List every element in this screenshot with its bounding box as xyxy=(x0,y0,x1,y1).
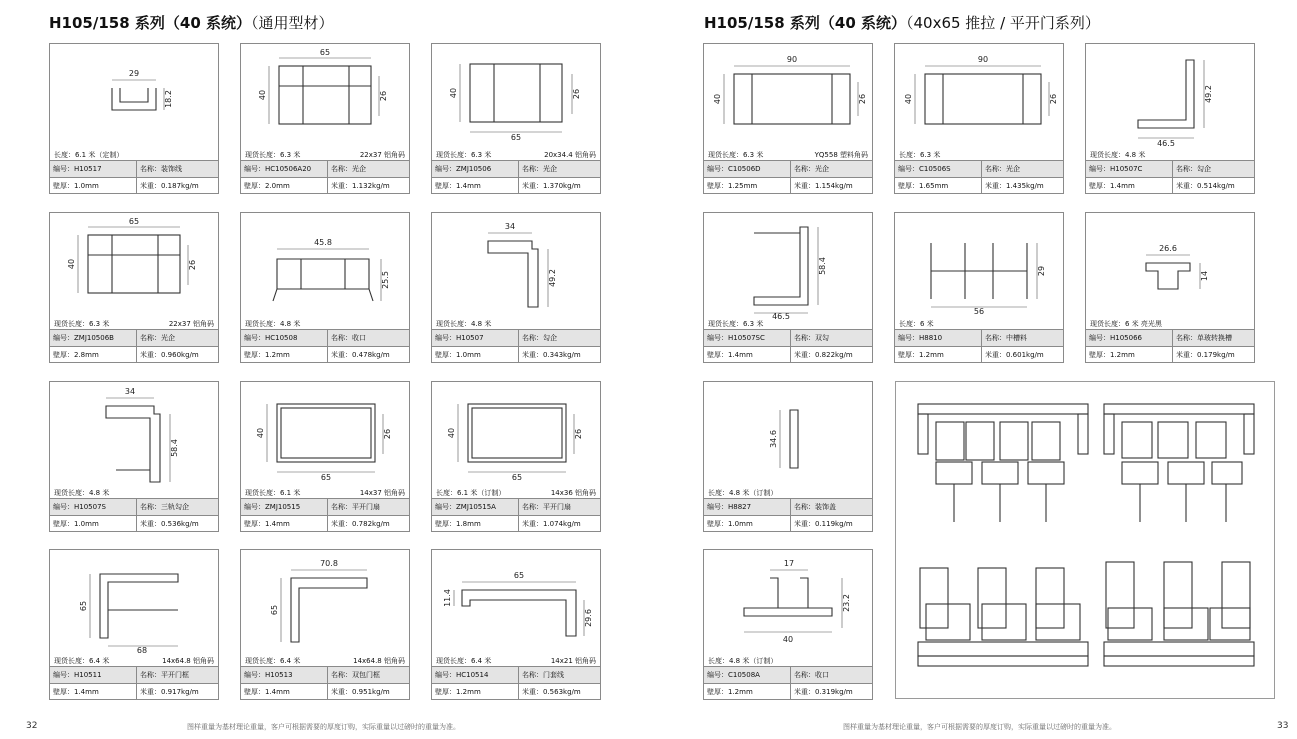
profile-drawing xyxy=(50,382,218,488)
dimension-label: 70.8 xyxy=(320,559,338,568)
weight-cell: 米重：0.563kg/m xyxy=(519,684,601,701)
length-text: 现货长度：6.3 米 xyxy=(54,320,110,328)
wall-cell: 壁厚：1.4mm xyxy=(50,684,137,701)
dimension-label: 56 xyxy=(973,307,985,316)
title-text: H105/158 系列（40 系统） xyxy=(49,14,251,32)
spec-table xyxy=(704,160,872,194)
profile-card xyxy=(703,549,873,700)
dimension-label: 11.4 xyxy=(443,589,452,607)
dimension-label: 65 xyxy=(510,133,522,142)
length-text: 现货长度：4.8 米 xyxy=(1090,151,1146,159)
name-cell: 名称：单玻转换槽 xyxy=(1173,330,1255,347)
code-cell: 编号：H10507 xyxy=(432,330,519,347)
dimension-label: 65 xyxy=(513,571,525,580)
dimension-label: 40 xyxy=(782,635,794,644)
code-cell: 编号：H10507C xyxy=(1086,161,1173,178)
name-cell: 名称：光企 xyxy=(137,330,219,347)
assembly-drawing xyxy=(895,381,1275,699)
dimension-label: 26 xyxy=(574,428,583,440)
length-text: 现货长度：6.4 米 xyxy=(54,657,110,665)
length-text: 现货长度：6.3 米 xyxy=(436,151,492,159)
name-cell: 名称：平开门扇 xyxy=(519,499,601,516)
dimension-label: 40 xyxy=(258,89,267,101)
spec-table xyxy=(895,160,1063,194)
spec-table xyxy=(704,666,872,700)
right-page-title xyxy=(704,12,1100,33)
dimension-label: 68 xyxy=(136,646,148,655)
profile-card xyxy=(431,549,601,700)
length-text: 现货长度：6 米 亮光黑 xyxy=(1090,320,1162,328)
profile-card xyxy=(240,212,410,363)
code-cell: 编号：H10513 xyxy=(241,667,328,684)
code-cell: 编号：C10506S xyxy=(895,161,982,178)
corner-bracket-note: 14x64.8 铝角码 xyxy=(353,657,405,665)
weight-cell: 米重：1.074kg/m xyxy=(519,516,601,533)
code-cell: 编号：C10508A xyxy=(704,667,791,684)
profile-drawing xyxy=(241,213,409,319)
length-text: 长度：4.8 米（订制） xyxy=(708,489,778,497)
profile-card xyxy=(431,212,601,363)
profile-drawing xyxy=(704,213,872,319)
right-footer-note: 图样重量为基材理论重量，客户可根据需要的厚度订购，实际重量以过磅时的重量为准。 xyxy=(843,723,1116,731)
dimension-label: 40 xyxy=(904,93,913,105)
spec-table xyxy=(241,666,409,700)
profile-drawing xyxy=(241,550,409,656)
dimension-label: 58.4 xyxy=(818,257,827,275)
dimension-label: 65 xyxy=(270,604,279,616)
name-cell: 名称：双包门框 xyxy=(328,667,410,684)
profile-card xyxy=(240,381,410,532)
dimension-label: 26 xyxy=(188,259,197,271)
code-cell: 编号：H105066 xyxy=(1086,330,1173,347)
dimension-label: 17 xyxy=(783,559,795,568)
spec-table xyxy=(704,329,872,363)
corner-bracket-note: 14x64.8 铝角码 xyxy=(162,657,214,665)
name-cell: 名称：装饰盖 xyxy=(791,499,873,516)
name-cell: 名称：光企 xyxy=(791,161,873,178)
code-cell: 编号：HC10508 xyxy=(241,330,328,347)
profile-card xyxy=(703,212,873,363)
name-cell: 名称：门套线 xyxy=(519,667,601,684)
length-text: 长度：6.1 米（定制） xyxy=(54,151,124,159)
dimension-label: 26 xyxy=(1049,93,1058,105)
left-footer-note: 图样重量为基材理论重量，客户可根据需要的厚度订购，实际重量以过磅时的重量为准。 xyxy=(187,723,460,731)
wall-cell: 壁厚：1.4mm xyxy=(241,684,328,701)
corner-bracket-note: 14x21 铝角码 xyxy=(550,657,596,665)
profile-card xyxy=(49,549,219,700)
name-cell: 名称：光企 xyxy=(519,161,601,178)
dimension-label: 40 xyxy=(713,93,722,105)
profile-card xyxy=(894,212,1064,363)
right-page-number: 33 xyxy=(1277,721,1289,731)
length-text: 现货长度：6.3 米 xyxy=(708,151,764,159)
wall-cell: 壁厚：1.4mm xyxy=(432,178,519,195)
code-cell: 编号：ZMJ10515 xyxy=(241,499,328,516)
weight-cell: 米重：1.435kg/m xyxy=(982,178,1064,195)
weight-cell: 米重：0.917kg/m xyxy=(137,684,219,701)
profile-drawing xyxy=(432,213,600,319)
profile-card xyxy=(703,43,873,194)
spec-table xyxy=(704,498,872,532)
dimension-label: 23.2 xyxy=(842,594,851,612)
wall-cell: 壁厚：1.25mm xyxy=(704,178,791,195)
wall-cell: 壁厚：1.2mm xyxy=(432,684,519,701)
wall-cell: 壁厚：1.0mm xyxy=(432,347,519,364)
spec-table xyxy=(432,329,600,363)
weight-cell: 米重：0.343kg/m xyxy=(519,347,601,364)
weight-cell: 米重：0.782kg/m xyxy=(328,516,410,533)
length-text: 长度：4.8 米（订制） xyxy=(708,657,778,665)
wall-cell: 壁厚：1.2mm xyxy=(1086,347,1173,364)
dimension-label: 90 xyxy=(786,55,798,64)
weight-cell: 米重：0.536kg/m xyxy=(137,516,219,533)
length-text: 现货长度：4.8 米 xyxy=(54,489,110,497)
code-cell: 编号：H10517 xyxy=(50,161,137,178)
dimension-label: 46.5 xyxy=(772,312,790,319)
weight-cell: 米重：0.601kg/m xyxy=(982,347,1064,364)
code-cell: 编号：H8810 xyxy=(895,330,982,347)
spec-table xyxy=(1086,160,1254,194)
weight-cell: 米重：0.478kg/m xyxy=(328,347,410,364)
name-cell: 名称：收口 xyxy=(328,330,410,347)
assembly-sections xyxy=(896,382,1274,698)
weight-cell: 米重：0.179kg/m xyxy=(1173,347,1255,364)
dimension-label: 29 xyxy=(128,69,140,78)
profile-drawing xyxy=(432,550,600,656)
wall-cell: 壁厚：1.4mm xyxy=(241,516,328,533)
left-page-title xyxy=(49,12,334,33)
dimension-label: 58.4 xyxy=(170,439,179,457)
profile-drawing xyxy=(50,550,218,656)
profile-card xyxy=(1085,212,1255,363)
name-cell: 名称：勾企 xyxy=(519,330,601,347)
left-page-number: 32 xyxy=(26,721,38,731)
name-cell: 名称：勾企 xyxy=(1173,161,1255,178)
length-text: 现货长度：4.8 米 xyxy=(245,320,301,328)
wall-cell: 壁厚：1.0mm xyxy=(50,178,137,195)
name-cell: 名称：中槽料 xyxy=(982,330,1064,347)
corner-bracket-note: 20x34.4 铝角码 xyxy=(544,151,596,159)
wall-cell: 壁厚：1.8mm xyxy=(432,516,519,533)
spec-table xyxy=(50,666,218,700)
profile-card xyxy=(49,381,219,532)
code-cell: 编号：H10507S xyxy=(50,499,137,516)
wall-cell: 壁厚：1.4mm xyxy=(1086,178,1173,195)
profile-drawing xyxy=(241,44,409,150)
title-text: H105/158 系列（40 系统） xyxy=(704,14,906,32)
wall-cell: 壁厚：1.65mm xyxy=(895,178,982,195)
dimension-label: 40 xyxy=(447,427,456,439)
dimension-label: 34 xyxy=(124,387,136,396)
dimension-label: 14 xyxy=(1200,270,1209,282)
profile-drawing xyxy=(50,44,218,150)
length-text: 长度：6 米 xyxy=(899,320,934,328)
profile-card xyxy=(240,549,410,700)
name-cell: 名称：光企 xyxy=(328,161,410,178)
code-cell: 编号：ZMJ10515A xyxy=(432,499,519,516)
dimension-label: 46.5 xyxy=(1157,139,1175,148)
dimension-label: 40 xyxy=(256,427,265,439)
spec-table xyxy=(50,160,218,194)
spec-table xyxy=(432,160,600,194)
spec-table xyxy=(50,329,218,363)
spec-table xyxy=(432,666,600,700)
weight-cell: 米重：0.822kg/m xyxy=(791,347,873,364)
length-text: 长度：6.3 米 xyxy=(899,151,941,159)
name-cell: 名称：装饰线 xyxy=(137,161,219,178)
profile-card xyxy=(1085,43,1255,194)
wall-cell: 壁厚：1.0mm xyxy=(50,516,137,533)
name-cell: 名称：收口 xyxy=(791,667,873,684)
length-text: 现货长度：4.8 米 xyxy=(436,320,492,328)
spec-table xyxy=(1086,329,1254,363)
corner-bracket-note: YQ558 塑料角码 xyxy=(814,151,868,159)
spec-table xyxy=(432,498,600,532)
name-cell: 名称：双勾 xyxy=(791,330,873,347)
dimension-label: 49.2 xyxy=(548,269,557,287)
weight-cell: 米重：0.187kg/m xyxy=(137,178,219,195)
wall-cell: 壁厚：1.2mm xyxy=(241,347,328,364)
wall-cell: 壁厚：1.2mm xyxy=(895,347,982,364)
spec-table xyxy=(241,498,409,532)
profile-drawing xyxy=(50,213,218,319)
name-cell: 名称：平开门扇 xyxy=(328,499,410,516)
dimension-label: 45.8 xyxy=(314,238,332,247)
dimension-label: 18.2 xyxy=(164,90,173,108)
weight-cell: 米重：0.951kg/m xyxy=(328,684,410,701)
length-text: 现货长度：6.4 米 xyxy=(245,657,301,665)
length-text: 现货长度：6.1 米 xyxy=(245,489,301,497)
profile-drawing xyxy=(241,382,409,488)
dimension-label: 29 xyxy=(1037,265,1046,277)
profile-card xyxy=(431,381,601,532)
wall-cell: 壁厚：1.0mm xyxy=(704,516,791,533)
spec-table xyxy=(50,498,218,532)
code-cell: 编号：HC10514 xyxy=(432,667,519,684)
profile-card xyxy=(703,381,873,532)
dimension-label: 90 xyxy=(977,55,989,64)
dimension-label: 49.2 xyxy=(1204,85,1213,103)
dimension-label: 40 xyxy=(67,258,76,270)
spec-table xyxy=(895,329,1063,363)
corner-bracket-note: 14x37 铝角码 xyxy=(359,489,405,497)
dimension-label: 26 xyxy=(379,90,388,102)
dimension-label: 65 xyxy=(511,473,523,482)
wall-cell: 壁厚：2.8mm xyxy=(50,347,137,364)
name-cell: 名称：三轨勾企 xyxy=(137,499,219,516)
length-text: 长度：6.1 米（订制） xyxy=(436,489,506,497)
length-text: 现货长度：6.4 米 xyxy=(436,657,492,665)
profile-drawing xyxy=(432,44,600,150)
spec-table xyxy=(241,160,409,194)
wall-cell: 壁厚：1.4mm xyxy=(704,347,791,364)
dimension-label: 29.6 xyxy=(584,609,593,627)
profile-drawing xyxy=(704,382,872,488)
profile-card xyxy=(49,43,219,194)
dimension-label: 65 xyxy=(319,48,331,57)
corner-bracket-note: 22x37 铝角码 xyxy=(168,320,214,328)
dimension-label: 26.6 xyxy=(1159,244,1177,253)
profile-drawing xyxy=(432,382,600,488)
corner-bracket-note: 14x36 铝角码 xyxy=(550,489,596,497)
name-cell: 名称：光企 xyxy=(982,161,1064,178)
profile-drawing xyxy=(704,550,872,656)
dimension-label: 26 xyxy=(572,88,581,100)
dimension-label: 34 xyxy=(504,222,516,231)
dimension-label: 26 xyxy=(383,428,392,440)
weight-cell: 米重：1.154kg/m xyxy=(791,178,873,195)
weight-cell: 米重：1.132kg/m xyxy=(328,178,410,195)
code-cell: 编号：H8827 xyxy=(704,499,791,516)
dimension-label: 25.5 xyxy=(381,271,390,289)
length-text: 现货长度：6.3 米 xyxy=(708,320,764,328)
subtitle-text: （通用型材） xyxy=(250,14,334,32)
code-cell: 编号：ZMJ10506B xyxy=(50,330,137,347)
dimension-label: 26 xyxy=(858,93,867,105)
wall-cell: 壁厚：2.0mm xyxy=(241,178,328,195)
dimension-label: 34.6 xyxy=(769,430,778,448)
profile-drawing xyxy=(895,44,1063,150)
name-cell: 名称：平开门框 xyxy=(137,667,219,684)
code-cell: 编号：H10511 xyxy=(50,667,137,684)
weight-cell: 米重：0.119kg/m xyxy=(791,516,873,533)
subtitle-text: （40x65 推拉 / 平开门系列） xyxy=(905,14,1100,32)
corner-bracket-note: 22x37 铝角码 xyxy=(359,151,405,159)
wall-cell: 壁厚：1.2mm xyxy=(704,684,791,701)
weight-cell: 米重：0.319kg/m xyxy=(791,684,873,701)
weight-cell: 米重：1.370kg/m xyxy=(519,178,601,195)
profile-drawing xyxy=(1086,213,1254,319)
length-text: 现货长度：6.3 米 xyxy=(245,151,301,159)
profile-card xyxy=(240,43,410,194)
profile-drawing xyxy=(895,213,1063,319)
profile-card xyxy=(894,43,1064,194)
dimension-label: 65 xyxy=(79,600,88,612)
profile-card xyxy=(431,43,601,194)
code-cell: 编号：H10507SC xyxy=(704,330,791,347)
dimension-label: 65 xyxy=(128,217,140,226)
profile-drawing xyxy=(704,44,872,150)
dimension-label: 40 xyxy=(449,87,458,99)
code-cell: 编号：HC10506A20 xyxy=(241,161,328,178)
weight-cell: 米重：0.514kg/m xyxy=(1173,178,1255,195)
profile-card xyxy=(49,212,219,363)
code-cell: 编号：ZMJ10506 xyxy=(432,161,519,178)
dimension-label: 65 xyxy=(320,473,332,482)
profile-drawing xyxy=(1086,44,1254,150)
code-cell: 编号：C10506D xyxy=(704,161,791,178)
weight-cell: 米重：0.960kg/m xyxy=(137,347,219,364)
spec-table xyxy=(241,329,409,363)
